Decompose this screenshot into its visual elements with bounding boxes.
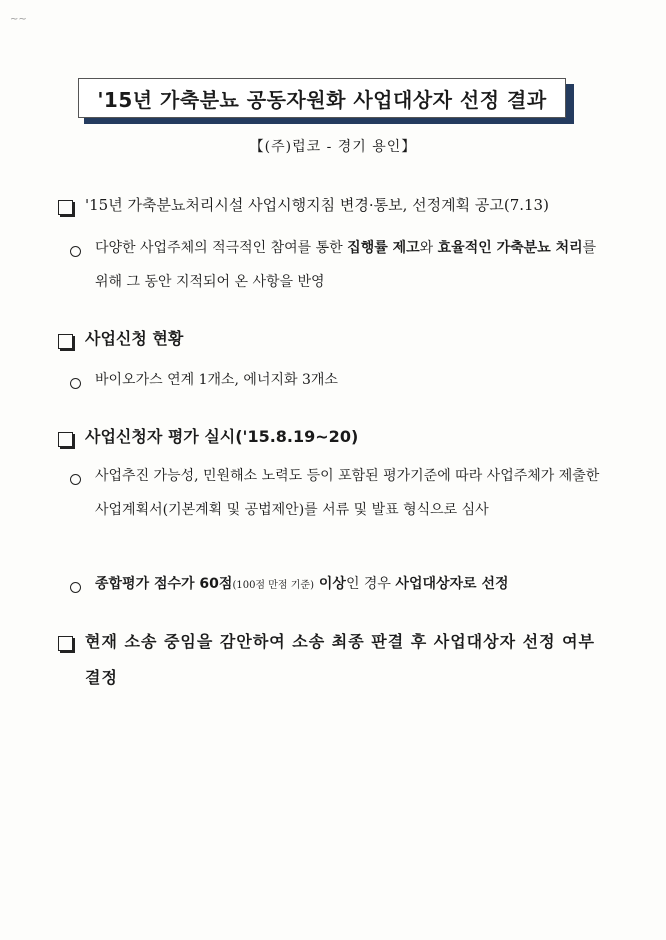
section-1 — [58, 196, 618, 222]
s3-text-part-1: 인 경우 — [345, 576, 396, 592]
page-title: '15년 가축분뇨 공동자원화 사업대상자 선정 결과 — [97, 87, 547, 112]
title-box — [78, 78, 574, 124]
s1-text-part-2: 와 — [419, 240, 438, 256]
corner-mark: ~~ — [10, 14, 27, 25]
section-3-heading: 사업신청자 평가 실시('15.8.19~20) — [85, 427, 359, 446]
section-3-bullet-2 — [70, 576, 610, 603]
s1-bold-part-2: 효율적인 가축분뇨 처리 — [437, 240, 583, 256]
title-frame — [78, 78, 566, 118]
section-1-bullet-text — [95, 231, 610, 299]
s3-bold-part-1: 종합평가 점수가 60점 — [95, 576, 233, 592]
circle-bullet-icon — [70, 378, 81, 389]
section-2-bullet-text: 바이오가스 연계 1개소, 에너지화 3개소 — [95, 372, 338, 388]
section-3-bullet-2-text — [95, 567, 509, 603]
section-4-heading: 현재 소송 중임을 감안하여 소송 최종 판결 후 사업대상자 선정 여부 결정 — [85, 632, 596, 687]
circle-bullet-icon — [70, 246, 81, 257]
circle-bullet-icon — [70, 582, 81, 593]
s1-text-part-1: 다양한 사업주체의 적극적인 참여를 통한 — [95, 240, 348, 256]
section-3-bullet-1 — [70, 468, 610, 527]
section-2 — [58, 330, 618, 356]
s3-small-note: (100점 만점 기준) — [232, 580, 314, 591]
section-2-heading: 사업신청 현황 — [85, 329, 184, 348]
checkbox-square-icon — [58, 334, 73, 349]
s1-text-part-3: 를 위해 그 동안 지적되어 온 사항을 반영 — [95, 240, 597, 290]
section-3-bullet-1-text: 사업추진 가능성, 민원해소 노력도 등이 포함된 평가기준에 따라 사업주체가 제출한 사업계획서(기본계획 및 공법제안)를 서류 및 발표 형식으로 심사 — [95, 468, 600, 518]
section-2-bullet — [70, 372, 610, 397]
section-1-bullet — [70, 240, 610, 299]
page-subtitle: 【(주)럽코 - 경기 용인】 — [249, 139, 417, 155]
s3-bold-part-2: 이상 — [314, 576, 346, 592]
circle-bullet-icon — [70, 474, 81, 485]
section-3 — [58, 428, 618, 454]
section-1-heading: '15년 가축분뇨처리시설 사업시행지침 변경·통보, 선정계획 공고(7.13) — [85, 196, 549, 214]
s3-bold-part-3: 사업대상자로 선정 — [395, 576, 509, 592]
checkbox-square-icon — [58, 636, 73, 651]
checkbox-square-icon — [58, 432, 73, 447]
checkbox-square-icon — [58, 200, 73, 215]
section-4 — [58, 632, 618, 696]
s1-bold-part-1: 집행률 제고 — [347, 240, 420, 256]
